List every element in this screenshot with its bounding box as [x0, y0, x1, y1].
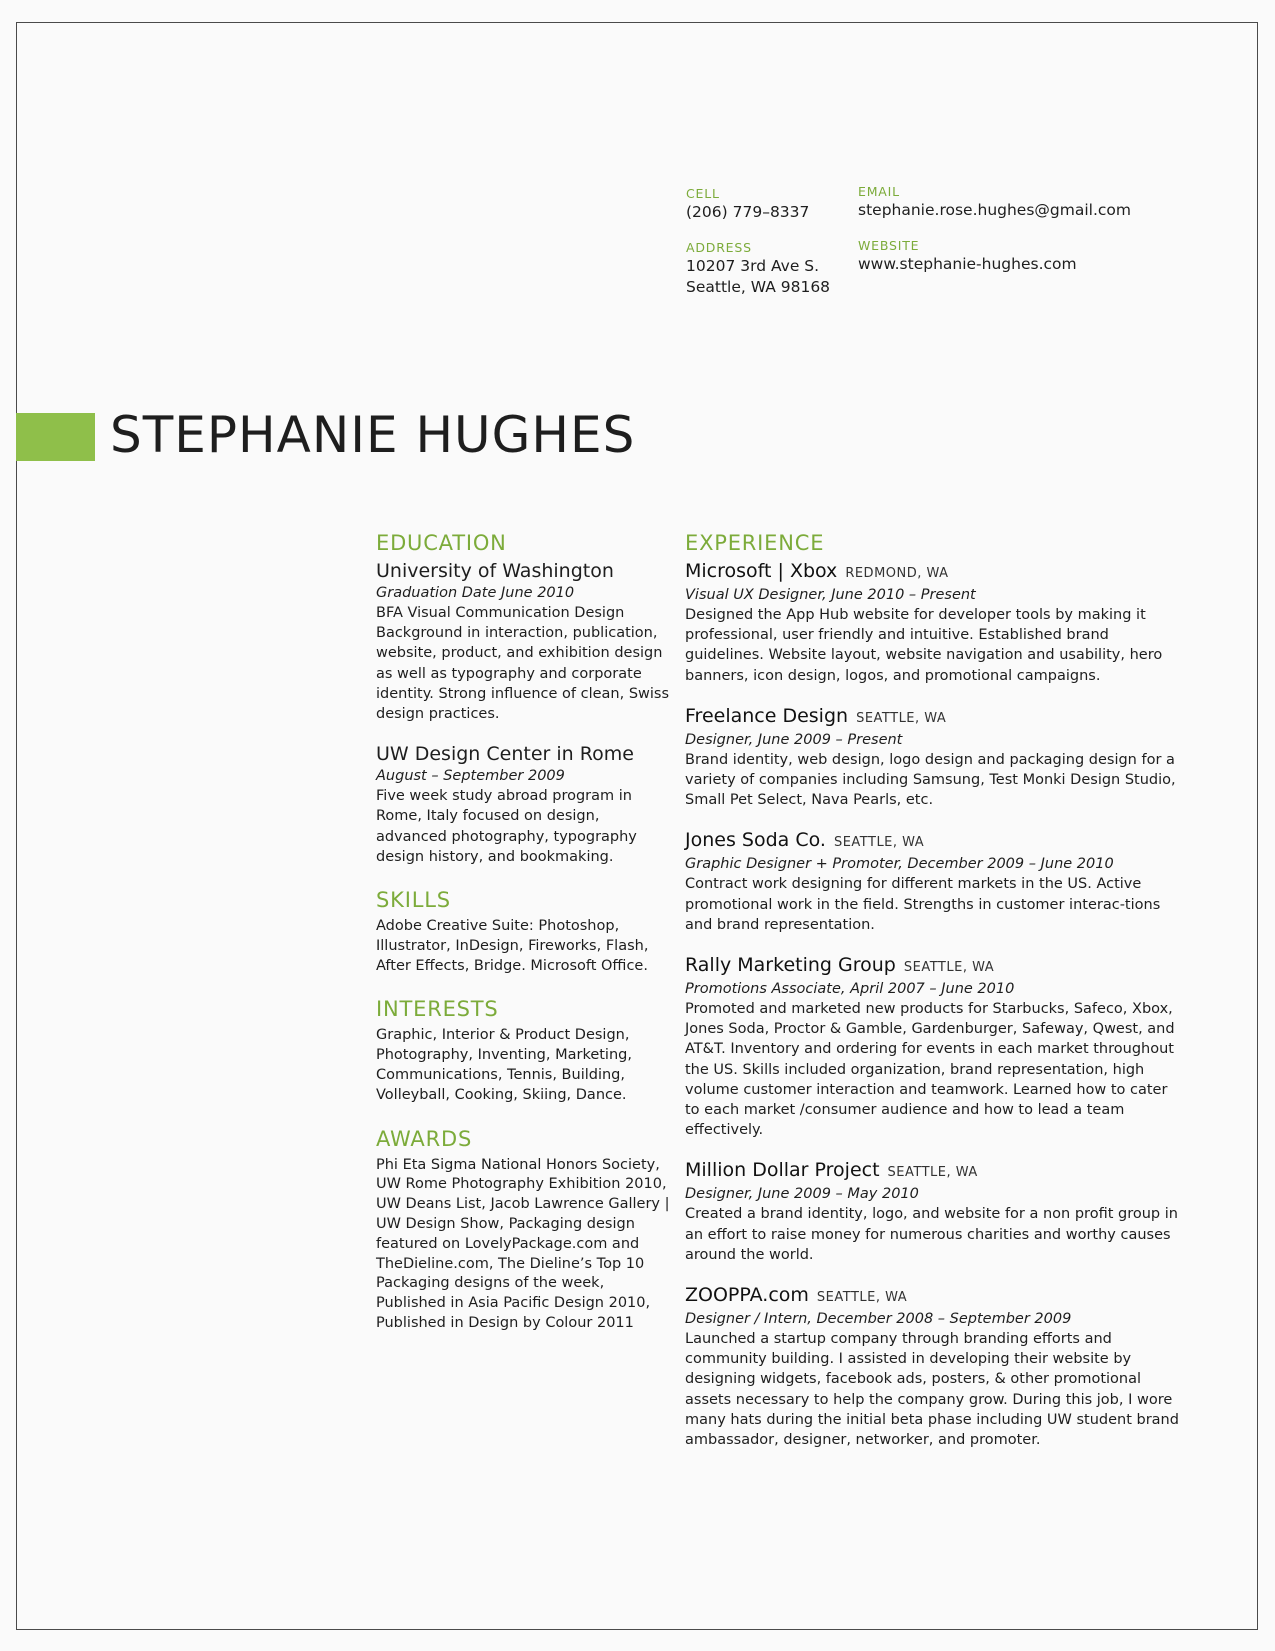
- cell-label: CELL: [686, 186, 720, 201]
- experience-entry-desc: Promoted and marketed new products for Starbucks, Safeco, Xbox, Jones Soda, Proctor & Gamble, Gardenburger, Safeway, Qwest, and AT&T. Inventory and ordering for events in each market throughout the US. Skills included organization, brand representation, high volume customer interaction and teamwork. Learned how to cater to each market /consumer audience and how to lead a team effectively.: [685, 1001, 1175, 1139]
- interests-section: [376, 996, 674, 1105]
- company-location: SEATTLE, WA: [833, 835, 925, 851]
- experience-entry-title: [685, 954, 1185, 979]
- experience-entry-role: Designer / Intern, December 2008 – September 2009: [685, 1311, 1072, 1328]
- company-name: Jones Soda Co.: [685, 829, 826, 852]
- contact-website: [858, 238, 1188, 275]
- education-entry-desc: Five week study abroad program in Rome, Italy focused on design, advanced photography, typography design history, and bookmaking.: [376, 788, 637, 865]
- experience-entry-desc: Created a brand identity, logo, and website for a non profit group in an effort to raise money for numerous charities and worthy causes around the world.: [685, 1206, 1178, 1263]
- education-entry-date: August – September 2009: [376, 768, 565, 785]
- experience-entry: [685, 954, 1185, 1140]
- accent-bar: [16, 413, 95, 461]
- experience-entry-role: Visual UX Designer, June 2010 – Present: [685, 587, 976, 603]
- experience-entry: [685, 1284, 1185, 1450]
- experience-entry-desc: Launched a startup company through branding efforts and community building. I assisted in developing their website by designing widgets, facebook ads, posters, & other promotional assets necessary to help the company grow. During this job, I wore many hats during the initial beta phase including UW student brand ambassador, designer, networker, and promoter.: [685, 1331, 1179, 1449]
- interests-heading: INTERESTS: [376, 997, 499, 1022]
- experience-entry-title: [685, 1159, 1185, 1184]
- cell-value: (206) 779–8337: [686, 203, 810, 221]
- contact-email: [858, 184, 1188, 221]
- experience-entry-title: [685, 829, 1185, 854]
- experience-entry-role: Designer, June 2009 – May 2010: [685, 1186, 919, 1203]
- experience-heading: EXPERIENCE: [685, 531, 825, 555]
- education-entry-date: Graduation Date June 2010: [376, 585, 575, 601]
- experience-entry-title: [685, 560, 1185, 585]
- contact-cell: [686, 186, 846, 223]
- skills-section: [376, 887, 674, 976]
- experience-entry: [685, 705, 1185, 811]
- experience-entry: [685, 1159, 1185, 1265]
- email-value[interactable]: stephanie.rose.hughes@gmail.com: [858, 201, 1131, 219]
- address-line1: 10207 3rd Ave S.: [686, 257, 820, 275]
- awards-text: Phi Eta Sigma National Honors Society, UW Rome Photography Exhibition 2010, UW Deans List, Jacob Lawrence Gallery | UW Design Show, Packaging design featured on LovelyPackage.com and TheDieline.com, The Dieline’s Top 10 Packaging designs of the week, Published in Asia Pacific Design 2010, Published in Design by Colour 2011: [376, 1156, 670, 1331]
- company-location: SEATTLE, WA: [816, 1290, 908, 1306]
- left-column: [376, 530, 674, 1354]
- education-entry-title: UW Design Center in Rome: [376, 743, 634, 766]
- experience-entry-title: [685, 705, 1185, 730]
- experience-entry-desc: Brand identity, web design, logo design and packaging design for a variety of companies including Samsung, Test Monki Design Studio, Small Pet Select, Nava Pearls, etc.: [685, 751, 1176, 809]
- experience-entry-title: [685, 1284, 1185, 1309]
- address-line2: Seattle, WA 98168: [686, 278, 831, 296]
- skills-heading: SKILLS: [376, 888, 451, 913]
- education-entry-desc: BFA Visual Communication Design Background in interaction, publication, website, product, and exhibition design as well as typography and corporate identity. Strong influence of clean, Swiss design practices.: [376, 605, 670, 723]
- experience-entry: [685, 829, 1185, 935]
- resume-name: STEPHANIE HUGHES: [110, 406, 636, 464]
- awards-heading: AWARDS: [376, 1126, 473, 1151]
- education-entry: [376, 560, 674, 724]
- contact-address: [686, 240, 846, 298]
- address-label: ADDRESS: [686, 240, 752, 255]
- interests-text: Graphic, Interior & Product Design, Photography, Inventing, Marketing, Communications, Tennis, Building, Volleyball, Cooking, Skiing, Dance.: [376, 1027, 632, 1103]
- company-name: Microsoft | Xbox: [685, 560, 838, 582]
- company-location: SEATTLE, WA: [887, 1165, 978, 1181]
- education-entry-title: University of Washington: [376, 560, 614, 582]
- skills-text: Adobe Creative Suite: Photoshop, Illustrator, InDesign, Fireworks, Flash, After Effects, Bridge. Microsoft Office.: [376, 918, 649, 974]
- experience-entry-role: Promotions Associate, April 2007 – June 2010: [685, 981, 1015, 998]
- awards-section: [376, 1126, 674, 1334]
- experience-entry-role: Graphic Designer + Promoter, December 2009 – June 2010: [685, 856, 1114, 873]
- experience-entry-desc: Designed the App Hub website for developer tools by making it professional, user friendly and intuitive. Established brand guidelines. Website layout, website navigation and usability, hero banners, icon design, logos, and promotional campaigns.: [685, 607, 1163, 684]
- education-section: [376, 530, 674, 867]
- right-column: [685, 530, 1185, 1469]
- website-label: WEBSITE: [858, 238, 920, 253]
- email-label: EMAIL: [858, 184, 900, 199]
- experience-entry-role: Designer, June 2009 – Present: [685, 731, 903, 748]
- company-name: Freelance Design: [685, 704, 849, 727]
- website-value[interactable]: www.stephanie-hughes.com: [858, 255, 1077, 273]
- company-location: REDMOND, WA: [845, 566, 949, 581]
- company-location: SEATTLE, WA: [903, 960, 995, 976]
- company-name: Rally Marketing Group: [685, 954, 896, 977]
- education-entry: [376, 743, 674, 867]
- experience-entry-desc: Contract work designing for different markets in the US. Active promotional work in the field. Strengths in customer interac-tions and brand representation.: [685, 876, 1161, 933]
- company-name: Million Dollar Project: [685, 1159, 880, 1182]
- company-location: SEATTLE, WA: [856, 710, 947, 726]
- company-name: ZOOPPA.com: [685, 1284, 809, 1307]
- education-heading: EDUCATION: [376, 531, 507, 555]
- experience-entry: [685, 560, 1185, 686]
